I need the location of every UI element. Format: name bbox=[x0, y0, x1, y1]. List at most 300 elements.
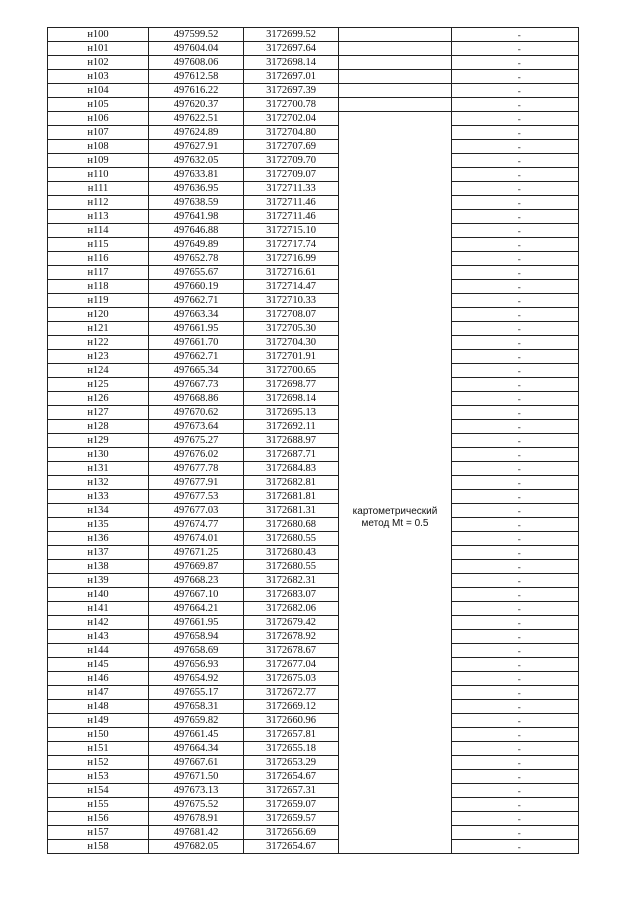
spacer-cell bbox=[452, 476, 461, 490]
y-coordinate-cell: 3172710.33 bbox=[244, 294, 339, 308]
point-cell: н138 bbox=[48, 560, 149, 574]
y-coordinate-cell: 3172715.10 bbox=[244, 224, 339, 238]
x-coordinate-cell: 497608.06 bbox=[149, 56, 244, 70]
spacer-cell bbox=[452, 826, 461, 840]
method-cell-empty bbox=[339, 56, 452, 70]
x-coordinate-cell: 497622.51 bbox=[149, 112, 244, 126]
spacer-cell bbox=[452, 112, 461, 126]
point-cell: н101 bbox=[48, 42, 149, 56]
y-coordinate-cell: 3172657.81 bbox=[244, 728, 339, 742]
y-coordinate-cell: 3172709.70 bbox=[244, 154, 339, 168]
point-cell: н112 bbox=[48, 196, 149, 210]
spacer-cell bbox=[452, 322, 461, 336]
accuracy-dash-cell: - bbox=[461, 672, 579, 686]
point-cell: н148 bbox=[48, 700, 149, 714]
spacer-cell bbox=[452, 588, 461, 602]
y-coordinate-cell: 3172672.77 bbox=[244, 686, 339, 700]
point-cell: н107 bbox=[48, 126, 149, 140]
x-coordinate-cell: 497664.34 bbox=[149, 742, 244, 756]
y-coordinate-cell: 3172683.07 bbox=[244, 588, 339, 602]
y-coordinate-cell: 3172681.81 bbox=[244, 490, 339, 504]
spacer-cell bbox=[452, 224, 461, 238]
spacer-cell bbox=[452, 728, 461, 742]
y-coordinate-cell: 3172656.69 bbox=[244, 826, 339, 840]
accuracy-dash-cell: - bbox=[461, 616, 579, 630]
table-row bbox=[48, 182, 579, 196]
y-coordinate-cell: 3172682.81 bbox=[244, 476, 339, 490]
spacer-cell bbox=[452, 392, 461, 406]
table-row bbox=[48, 756, 579, 770]
x-coordinate-cell: 497658.69 bbox=[149, 644, 244, 658]
spacer-cell bbox=[452, 350, 461, 364]
accuracy-dash-cell: - bbox=[461, 154, 579, 168]
x-coordinate-cell: 497659.82 bbox=[149, 714, 244, 728]
table-row bbox=[48, 644, 579, 658]
point-cell: н131 bbox=[48, 462, 149, 476]
accuracy-dash-cell: - bbox=[461, 56, 579, 70]
accuracy-dash-cell: - bbox=[461, 490, 579, 504]
table-row bbox=[48, 658, 579, 672]
accuracy-dash-cell: - bbox=[461, 784, 579, 798]
point-cell: н111 bbox=[48, 182, 149, 196]
coordinates-table-body bbox=[48, 28, 579, 854]
accuracy-dash-cell: - bbox=[461, 630, 579, 644]
spacer-cell bbox=[452, 168, 461, 182]
point-cell: н147 bbox=[48, 686, 149, 700]
spacer-cell bbox=[452, 196, 461, 210]
accuracy-dash-cell: - bbox=[461, 504, 579, 518]
point-cell: н100 bbox=[48, 28, 149, 42]
spacer-cell bbox=[452, 252, 461, 266]
x-coordinate-cell: 497675.52 bbox=[149, 798, 244, 812]
method-note-line-1: картометрический bbox=[352, 505, 438, 517]
accuracy-dash-cell: - bbox=[461, 98, 579, 112]
x-coordinate-cell: 497665.34 bbox=[149, 364, 244, 378]
accuracy-dash-cell: - bbox=[461, 196, 579, 210]
point-cell: н118 bbox=[48, 280, 149, 294]
table-row bbox=[48, 518, 579, 532]
x-coordinate-cell: 497632.05 bbox=[149, 154, 244, 168]
y-coordinate-cell: 3172653.29 bbox=[244, 756, 339, 770]
x-coordinate-cell: 497660.19 bbox=[149, 280, 244, 294]
accuracy-dash-cell: - bbox=[461, 532, 579, 546]
accuracy-dash-cell: - bbox=[461, 420, 579, 434]
point-cell: н142 bbox=[48, 616, 149, 630]
point-cell: н113 bbox=[48, 210, 149, 224]
table-row bbox=[48, 812, 579, 826]
accuracy-dash-cell: - bbox=[461, 336, 579, 350]
table-row bbox=[48, 728, 579, 742]
point-cell: н106 bbox=[48, 112, 149, 126]
table-row bbox=[48, 714, 579, 728]
spacer-cell bbox=[452, 28, 461, 42]
y-coordinate-cell: 3172680.43 bbox=[244, 546, 339, 560]
accuracy-dash-cell: - bbox=[461, 308, 579, 322]
table-row bbox=[48, 490, 579, 504]
point-cell: н121 bbox=[48, 322, 149, 336]
table-row bbox=[48, 672, 579, 686]
accuracy-dash-cell: - bbox=[461, 644, 579, 658]
accuracy-dash-cell: - bbox=[461, 182, 579, 196]
x-coordinate-cell: 497681.42 bbox=[149, 826, 244, 840]
spacer-cell bbox=[452, 840, 461, 854]
x-coordinate-cell: 497669.87 bbox=[149, 560, 244, 574]
table-row bbox=[48, 392, 579, 406]
y-coordinate-cell: 3172698.14 bbox=[244, 392, 339, 406]
table-row bbox=[48, 504, 579, 518]
x-coordinate-cell: 497661.95 bbox=[149, 322, 244, 336]
x-coordinate-cell: 497664.21 bbox=[149, 602, 244, 616]
x-coordinate-cell: 497604.04 bbox=[149, 42, 244, 56]
spacer-cell bbox=[452, 602, 461, 616]
x-coordinate-cell: 497633.81 bbox=[149, 168, 244, 182]
y-coordinate-cell: 3172659.57 bbox=[244, 812, 339, 826]
point-cell: н130 bbox=[48, 448, 149, 462]
x-coordinate-cell: 497667.73 bbox=[149, 378, 244, 392]
y-coordinate-cell: 3172698.14 bbox=[244, 56, 339, 70]
point-cell: н143 bbox=[48, 630, 149, 644]
y-coordinate-cell: 3172681.31 bbox=[244, 504, 339, 518]
spacer-cell bbox=[452, 798, 461, 812]
x-coordinate-cell: 497661.70 bbox=[149, 336, 244, 350]
table-row bbox=[48, 686, 579, 700]
y-coordinate-cell: 3172699.52 bbox=[244, 28, 339, 42]
y-coordinate-cell: 3172698.77 bbox=[244, 378, 339, 392]
x-coordinate-cell: 497673.64 bbox=[149, 420, 244, 434]
x-coordinate-cell: 497677.91 bbox=[149, 476, 244, 490]
point-cell: н115 bbox=[48, 238, 149, 252]
spacer-cell bbox=[452, 574, 461, 588]
table-row bbox=[48, 742, 579, 756]
table-row bbox=[48, 56, 579, 70]
table-row bbox=[48, 406, 579, 420]
x-coordinate-cell: 497675.27 bbox=[149, 434, 244, 448]
y-coordinate-cell: 3172697.39 bbox=[244, 84, 339, 98]
y-coordinate-cell: 3172680.68 bbox=[244, 518, 339, 532]
x-coordinate-cell: 497641.98 bbox=[149, 210, 244, 224]
point-cell: н145 bbox=[48, 658, 149, 672]
spacer-cell bbox=[452, 42, 461, 56]
table-row bbox=[48, 140, 579, 154]
point-cell: н135 bbox=[48, 518, 149, 532]
point-cell: н154 bbox=[48, 784, 149, 798]
x-coordinate-cell: 497658.94 bbox=[149, 630, 244, 644]
point-cell: н120 bbox=[48, 308, 149, 322]
point-cell: н153 bbox=[48, 770, 149, 784]
point-cell: н134 bbox=[48, 504, 149, 518]
accuracy-dash-cell: - bbox=[461, 840, 579, 854]
x-coordinate-cell: 497677.03 bbox=[149, 504, 244, 518]
table-row bbox=[48, 364, 579, 378]
table-row bbox=[48, 434, 579, 448]
x-coordinate-cell: 497677.53 bbox=[149, 490, 244, 504]
accuracy-dash-cell: - bbox=[461, 770, 579, 784]
point-cell: н136 bbox=[48, 532, 149, 546]
y-coordinate-cell: 3172711.46 bbox=[244, 210, 339, 224]
y-coordinate-cell: 3172695.13 bbox=[244, 406, 339, 420]
accuracy-dash-cell: - bbox=[461, 728, 579, 742]
point-cell: н124 bbox=[48, 364, 149, 378]
spacer-cell bbox=[452, 742, 461, 756]
y-coordinate-cell: 3172655.18 bbox=[244, 742, 339, 756]
table-row bbox=[48, 770, 579, 784]
point-cell: н103 bbox=[48, 70, 149, 84]
accuracy-dash-cell: - bbox=[461, 434, 579, 448]
y-coordinate-cell: 3172659.07 bbox=[244, 798, 339, 812]
accuracy-dash-cell: - bbox=[461, 112, 579, 126]
y-coordinate-cell: 3172680.55 bbox=[244, 532, 339, 546]
table-row bbox=[48, 28, 579, 42]
spacer-cell bbox=[452, 420, 461, 434]
table-row bbox=[48, 560, 579, 574]
x-coordinate-cell: 497662.71 bbox=[149, 294, 244, 308]
accuracy-dash-cell: - bbox=[461, 406, 579, 420]
point-cell: н127 bbox=[48, 406, 149, 420]
table-row bbox=[48, 798, 579, 812]
point-cell: н128 bbox=[48, 420, 149, 434]
point-cell: н139 bbox=[48, 574, 149, 588]
table-row bbox=[48, 574, 579, 588]
x-coordinate-cell: 497678.91 bbox=[149, 812, 244, 826]
spacer-cell bbox=[452, 658, 461, 672]
spacer-cell bbox=[452, 294, 461, 308]
spacer-cell bbox=[452, 378, 461, 392]
y-coordinate-cell: 3172700.78 bbox=[244, 98, 339, 112]
spacer-cell bbox=[452, 504, 461, 518]
table-row bbox=[48, 196, 579, 210]
accuracy-dash-cell: - bbox=[461, 476, 579, 490]
x-coordinate-cell: 497663.34 bbox=[149, 308, 244, 322]
y-coordinate-cell: 3172708.07 bbox=[244, 308, 339, 322]
table-row bbox=[48, 840, 579, 854]
y-coordinate-cell: 3172716.99 bbox=[244, 252, 339, 266]
point-cell: н144 bbox=[48, 644, 149, 658]
point-cell: н110 bbox=[48, 168, 149, 182]
y-coordinate-cell: 3172669.12 bbox=[244, 700, 339, 714]
method-cell-empty bbox=[339, 84, 452, 98]
point-cell: н102 bbox=[48, 56, 149, 70]
table-row bbox=[48, 308, 579, 322]
table-row bbox=[48, 350, 579, 364]
point-cell: н150 bbox=[48, 728, 149, 742]
x-coordinate-cell: 497662.71 bbox=[149, 350, 244, 364]
y-coordinate-cell: 3172716.61 bbox=[244, 266, 339, 280]
spacer-cell bbox=[452, 266, 461, 280]
x-coordinate-cell: 497677.78 bbox=[149, 462, 244, 476]
x-coordinate-cell: 497674.01 bbox=[149, 532, 244, 546]
spacer-cell bbox=[452, 448, 461, 462]
accuracy-dash-cell: - bbox=[461, 322, 579, 336]
accuracy-dash-cell: - bbox=[461, 658, 579, 672]
method-cell-empty bbox=[339, 98, 452, 112]
table-row bbox=[48, 448, 579, 462]
y-coordinate-cell: 3172679.42 bbox=[244, 616, 339, 630]
point-cell: н126 bbox=[48, 392, 149, 406]
point-cell: н146 bbox=[48, 672, 149, 686]
y-coordinate-cell: 3172680.55 bbox=[244, 560, 339, 574]
accuracy-dash-cell: - bbox=[461, 70, 579, 84]
point-cell: н109 bbox=[48, 154, 149, 168]
y-coordinate-cell: 3172711.33 bbox=[244, 182, 339, 196]
accuracy-dash-cell: - bbox=[461, 756, 579, 770]
y-coordinate-cell: 3172709.07 bbox=[244, 168, 339, 182]
x-coordinate-cell: 497616.22 bbox=[149, 84, 244, 98]
x-coordinate-cell: 497638.59 bbox=[149, 196, 244, 210]
accuracy-dash-cell: - bbox=[461, 546, 579, 560]
table-row bbox=[48, 210, 579, 224]
y-coordinate-cell: 3172704.30 bbox=[244, 336, 339, 350]
x-coordinate-cell: 497671.25 bbox=[149, 546, 244, 560]
y-coordinate-cell: 3172692.11 bbox=[244, 420, 339, 434]
x-coordinate-cell: 497674.77 bbox=[149, 518, 244, 532]
spacer-cell bbox=[452, 336, 461, 350]
spacer-cell bbox=[452, 812, 461, 826]
point-cell: н123 bbox=[48, 350, 149, 364]
method-cell-empty bbox=[339, 28, 452, 42]
table-row bbox=[48, 168, 579, 182]
table-row bbox=[48, 616, 579, 630]
table-row bbox=[48, 336, 579, 350]
spacer-cell bbox=[452, 490, 461, 504]
table-row bbox=[48, 98, 579, 112]
point-cell: н129 bbox=[48, 434, 149, 448]
table-row bbox=[48, 154, 579, 168]
accuracy-dash-cell: - bbox=[461, 686, 579, 700]
x-coordinate-cell: 497658.31 bbox=[149, 700, 244, 714]
accuracy-dash-cell: - bbox=[461, 28, 579, 42]
y-coordinate-cell: 3172678.92 bbox=[244, 630, 339, 644]
y-coordinate-cell: 3172687.71 bbox=[244, 448, 339, 462]
accuracy-dash-cell: - bbox=[461, 210, 579, 224]
y-coordinate-cell: 3172654.67 bbox=[244, 770, 339, 784]
spacer-cell bbox=[452, 280, 461, 294]
spacer-cell bbox=[452, 546, 461, 560]
y-coordinate-cell: 3172704.80 bbox=[244, 126, 339, 140]
point-cell: н152 bbox=[48, 756, 149, 770]
point-cell: н132 bbox=[48, 476, 149, 490]
point-cell: н104 bbox=[48, 84, 149, 98]
spacer-cell bbox=[452, 756, 461, 770]
point-cell: н158 bbox=[48, 840, 149, 854]
point-cell: н140 bbox=[48, 588, 149, 602]
x-coordinate-cell: 497676.02 bbox=[149, 448, 244, 462]
spacer-cell bbox=[452, 784, 461, 798]
y-coordinate-cell: 3172707.69 bbox=[244, 140, 339, 154]
y-coordinate-cell: 3172700.65 bbox=[244, 364, 339, 378]
table-row bbox=[48, 588, 579, 602]
point-cell: н156 bbox=[48, 812, 149, 826]
x-coordinate-cell: 497661.95 bbox=[149, 616, 244, 630]
method-note-cell bbox=[339, 112, 452, 854]
y-coordinate-cell: 3172678.67 bbox=[244, 644, 339, 658]
x-coordinate-cell: 497655.17 bbox=[149, 686, 244, 700]
spacer-cell bbox=[452, 126, 461, 140]
spacer-cell bbox=[452, 140, 461, 154]
table-row bbox=[48, 266, 579, 280]
x-coordinate-cell: 497627.91 bbox=[149, 140, 244, 154]
y-coordinate-cell: 3172675.03 bbox=[244, 672, 339, 686]
x-coordinate-cell: 497612.58 bbox=[149, 70, 244, 84]
accuracy-dash-cell: - bbox=[461, 280, 579, 294]
table-row bbox=[48, 294, 579, 308]
table-row bbox=[48, 630, 579, 644]
x-coordinate-cell: 497667.10 bbox=[149, 588, 244, 602]
point-cell: н108 bbox=[48, 140, 149, 154]
point-cell: н116 bbox=[48, 252, 149, 266]
table-row bbox=[48, 378, 579, 392]
table-row bbox=[48, 476, 579, 490]
y-coordinate-cell: 3172688.97 bbox=[244, 434, 339, 448]
accuracy-dash-cell: - bbox=[461, 700, 579, 714]
x-coordinate-cell: 497599.52 bbox=[149, 28, 244, 42]
x-coordinate-cell: 497673.13 bbox=[149, 784, 244, 798]
spacer-cell bbox=[452, 182, 461, 196]
accuracy-dash-cell: - bbox=[461, 42, 579, 56]
accuracy-dash-cell: - bbox=[461, 364, 579, 378]
accuracy-dash-cell: - bbox=[461, 140, 579, 154]
y-coordinate-cell: 3172705.30 bbox=[244, 322, 339, 336]
spacer-cell bbox=[452, 644, 461, 658]
y-coordinate-cell: 3172660.96 bbox=[244, 714, 339, 728]
accuracy-dash-cell: - bbox=[461, 714, 579, 728]
method-note-line-2: метод Mt = 0.5 bbox=[361, 517, 429, 529]
spacer-cell bbox=[452, 714, 461, 728]
spacer-cell bbox=[452, 560, 461, 574]
accuracy-dash-cell: - bbox=[461, 560, 579, 574]
spacer-cell bbox=[452, 364, 461, 378]
point-cell: н157 bbox=[48, 826, 149, 840]
point-cell: н117 bbox=[48, 266, 149, 280]
x-coordinate-cell: 497646.88 bbox=[149, 224, 244, 238]
x-coordinate-cell: 497624.89 bbox=[149, 126, 244, 140]
accuracy-dash-cell: - bbox=[461, 294, 579, 308]
accuracy-dash-cell: - bbox=[461, 826, 579, 840]
spacer-cell bbox=[452, 406, 461, 420]
table-row bbox=[48, 280, 579, 294]
accuracy-dash-cell: - bbox=[461, 266, 579, 280]
point-cell: н122 bbox=[48, 336, 149, 350]
accuracy-dash-cell: - bbox=[461, 392, 579, 406]
table-row bbox=[48, 70, 579, 84]
table-row bbox=[48, 602, 579, 616]
table-row bbox=[48, 126, 579, 140]
y-coordinate-cell: 3172717.74 bbox=[244, 238, 339, 252]
x-coordinate-cell: 497668.86 bbox=[149, 392, 244, 406]
point-cell: н149 bbox=[48, 714, 149, 728]
accuracy-dash-cell: - bbox=[461, 812, 579, 826]
accuracy-dash-cell: - bbox=[461, 350, 579, 364]
spacer-cell bbox=[452, 154, 461, 168]
y-coordinate-cell: 3172684.83 bbox=[244, 462, 339, 476]
accuracy-dash-cell: - bbox=[461, 224, 579, 238]
spacer-cell bbox=[452, 518, 461, 532]
table-row bbox=[48, 252, 579, 266]
accuracy-dash-cell: - bbox=[461, 84, 579, 98]
spacer-cell bbox=[452, 672, 461, 686]
x-coordinate-cell: 497654.92 bbox=[149, 672, 244, 686]
table-row bbox=[48, 420, 579, 434]
x-coordinate-cell: 497671.50 bbox=[149, 770, 244, 784]
x-coordinate-cell: 497682.05 bbox=[149, 840, 244, 854]
y-coordinate-cell: 3172711.46 bbox=[244, 196, 339, 210]
coordinates-table bbox=[47, 27, 579, 854]
spacer-cell bbox=[452, 770, 461, 784]
accuracy-dash-cell: - bbox=[461, 742, 579, 756]
x-coordinate-cell: 497636.95 bbox=[149, 182, 244, 196]
x-coordinate-cell: 497620.37 bbox=[149, 98, 244, 112]
y-coordinate-cell: 3172657.31 bbox=[244, 784, 339, 798]
table-row bbox=[48, 826, 579, 840]
